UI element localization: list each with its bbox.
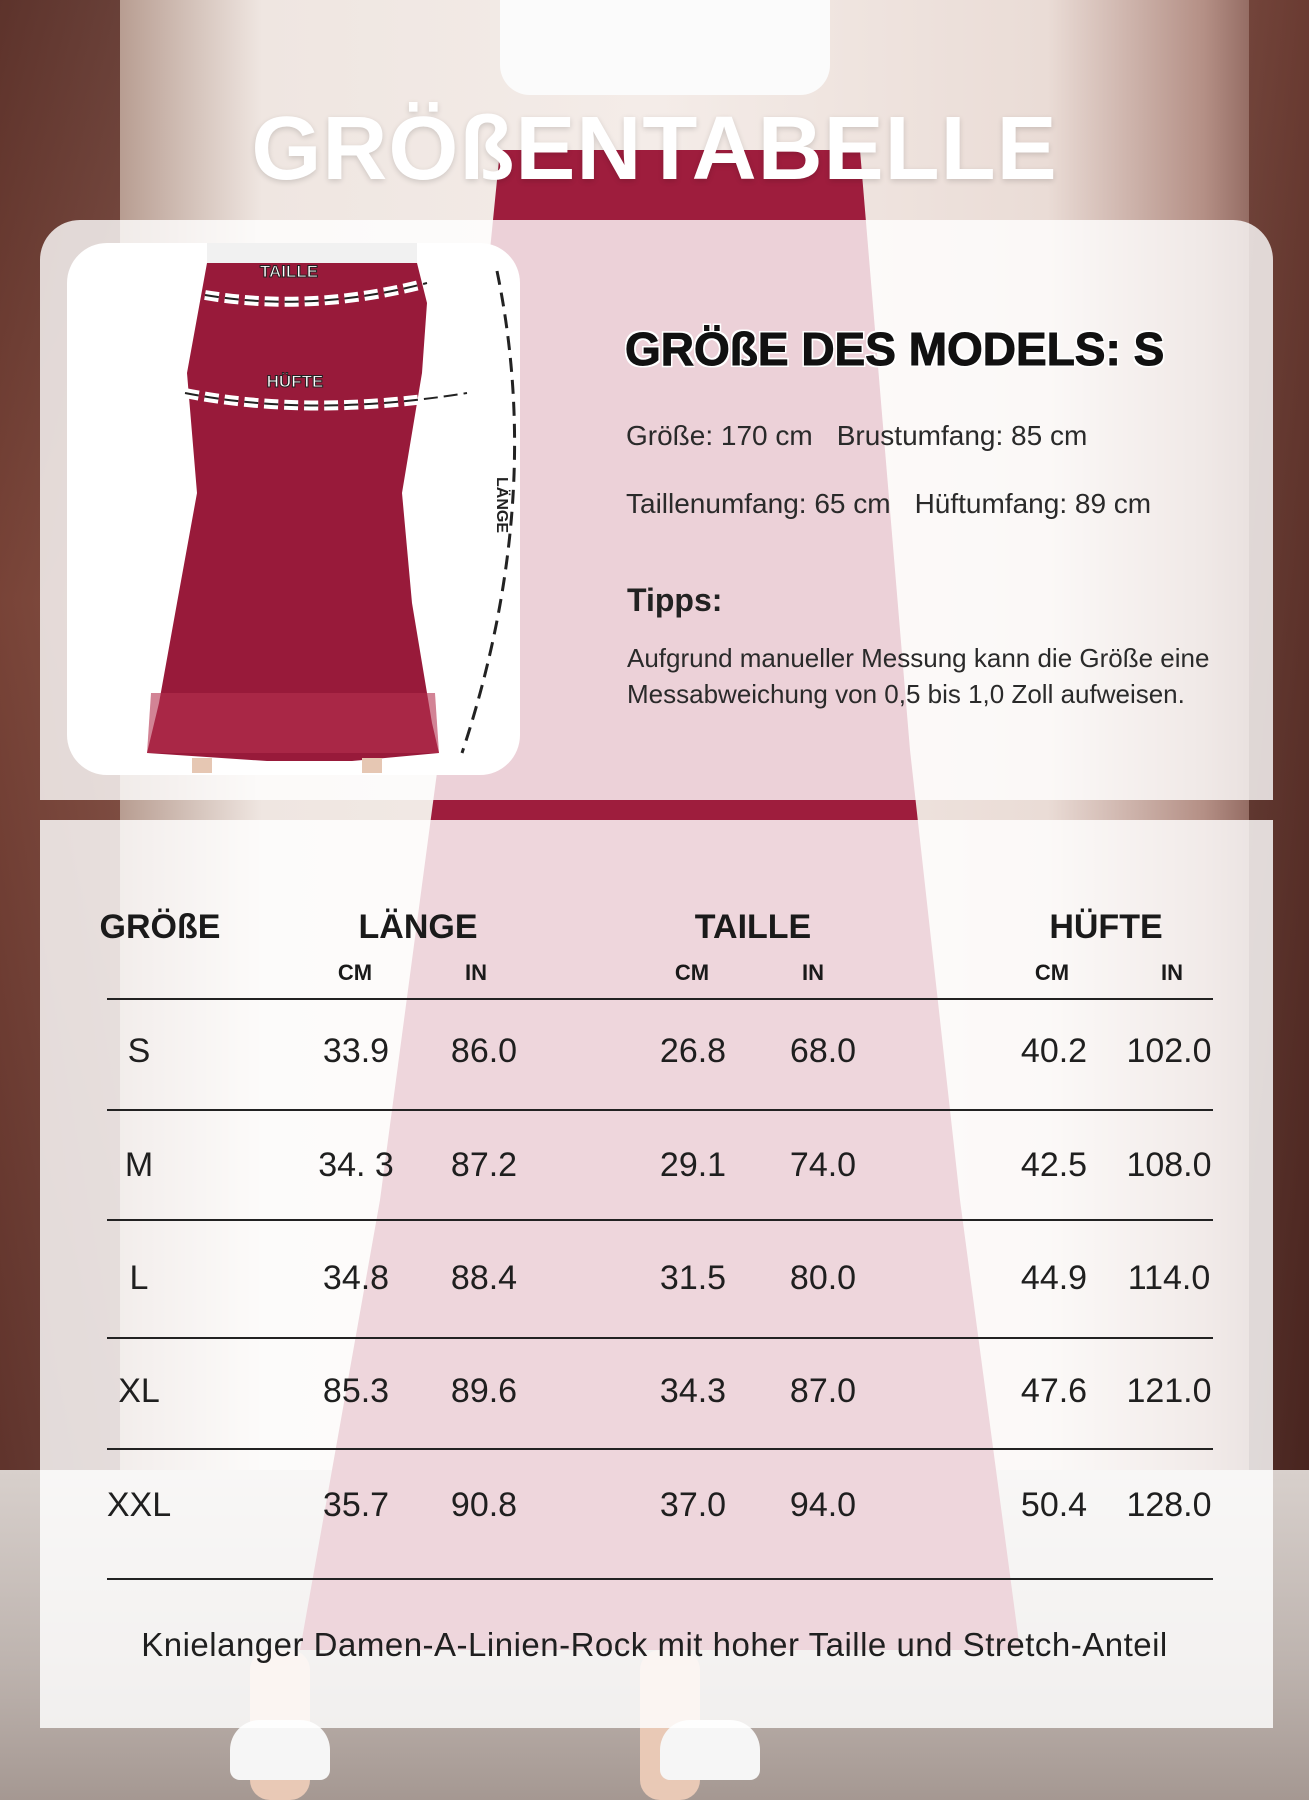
length-label: LÄNGE: [493, 477, 510, 533]
table-row-divider: [107, 998, 1213, 1000]
table-cell-waist-cm: 34.3: [659, 1372, 727, 1410]
table-cell-waist-in: 68.0: [789, 1032, 857, 1070]
model-bust: Brustumfang: 85 cm: [836, 420, 1088, 451]
page-title: GRÖßENTABELLE: [251, 99, 1058, 199]
table-cell-hip-in: 128.0: [1126, 1486, 1212, 1524]
table-cell-length-in: 87.2: [450, 1146, 518, 1184]
background-shoe-left: [230, 1720, 330, 1780]
table-cell-length-in: 86.0: [450, 1032, 518, 1070]
table-cell-waist-in: 94.0: [789, 1486, 857, 1524]
model-hip: Hüftumfang: 89 cm: [914, 488, 1152, 519]
model-stats-row-1: [626, 420, 1087, 452]
table-row-divider: [107, 1109, 1213, 1111]
table-row-divider: [107, 1448, 1213, 1450]
subheader-hip-cm: CM: [1034, 960, 1070, 985]
model-size-title: GRÖßE DES MODELS: S: [625, 323, 1165, 375]
table-cell-hip-cm: 44.9: [1020, 1259, 1088, 1297]
table-cell-length-cm: 35.7: [322, 1486, 390, 1524]
table-cell-waist-in: 74.0: [789, 1146, 857, 1184]
table-cell-waist-in: 80.0: [789, 1259, 857, 1297]
table-cell-hip-cm: 50.4: [1020, 1486, 1088, 1524]
subheader-waist-in: IN: [802, 960, 824, 985]
table-cell-hip-cm: 42.5: [1020, 1146, 1088, 1184]
table-cell-hip-cm: 40.2: [1020, 1032, 1088, 1070]
diagram-top: [207, 243, 417, 263]
hip-label: HÜFTE: [266, 372, 324, 391]
header-hip: HÜFTE: [1049, 908, 1163, 946]
table-cell-size: XXL: [106, 1486, 172, 1524]
subheader-hip-in: IN: [1161, 960, 1183, 985]
diagram-skirt: [147, 263, 439, 761]
table-cell-size: XL: [118, 1372, 160, 1410]
header-length: LÄNGE: [358, 908, 478, 946]
subheader-waist-cm: CM: [674, 960, 710, 985]
table-cell-hip-in: 102.0: [1126, 1032, 1212, 1070]
table-cell-length-in: 89.6: [450, 1372, 518, 1410]
skirt-measurement-diagram: [67, 243, 520, 775]
diagram-skirt-hem: [147, 693, 439, 753]
waist-label: TAILLE: [259, 262, 319, 281]
diagram-foot-left: [192, 758, 212, 773]
tips-text: Aufgrund manueller Messung kann die Größe eine Messabweichung von 0,5 bis 1,0 Zoll aufweisen.: [627, 643, 1210, 709]
table-cell-waist-cm: 26.8: [659, 1032, 727, 1070]
table-cell-size: L: [129, 1259, 149, 1297]
model-waist: Taillenumfang: 65 cm: [626, 488, 891, 519]
table-row-divider: [107, 1337, 1213, 1339]
subheader-length-in: IN: [465, 960, 487, 985]
background-white-top: [500, 0, 830, 95]
subheader-length-cm: CM: [337, 960, 373, 985]
table-cell-size: S: [127, 1032, 151, 1070]
product-description: Knielanger Damen-A-Linien-Rock mit hoher Taille und Stretch-Anteil: [141, 1626, 1168, 1663]
background-shoe-right: [660, 1720, 760, 1780]
table-cell-length-cm: 34. 3: [318, 1146, 394, 1184]
table-cell-size: M: [124, 1146, 154, 1184]
table-cell-hip-in: 121.0: [1126, 1372, 1212, 1410]
tips-title: Tipps:: [627, 582, 723, 618]
table-cell-waist-cm: 29.1: [659, 1146, 727, 1184]
table-row-divider: [107, 1219, 1213, 1221]
table-cell-hip-in: 114.0: [1127, 1259, 1211, 1297]
header-waist: TAILLE: [694, 908, 812, 946]
table-cell-waist-cm: 31.5: [659, 1259, 727, 1297]
table-cell-length-cm: 85.3: [322, 1372, 390, 1410]
table-cell-length-cm: 33.9: [322, 1032, 390, 1070]
table-cell-waist-in: 87.0: [789, 1372, 857, 1410]
table-cell-length-in: 90.8: [450, 1486, 518, 1524]
table-cell-length-in: 88.4: [450, 1259, 518, 1297]
diagram-foot-right: [362, 758, 382, 773]
header-size: GRÖßE: [99, 908, 221, 946]
table-cell-length-cm: 34.8: [322, 1259, 390, 1297]
table-cell-hip-cm: 47.6: [1020, 1372, 1088, 1410]
table-cell-waist-cm: 37.0: [659, 1486, 727, 1524]
table-row-divider: [107, 1578, 1213, 1580]
model-height: Größe: 170 cm: [626, 420, 813, 451]
table-cell-hip-in: 108.0: [1126, 1146, 1212, 1184]
model-stats-row-2: [626, 488, 1151, 520]
skirt-diagram-svg: [67, 243, 520, 775]
